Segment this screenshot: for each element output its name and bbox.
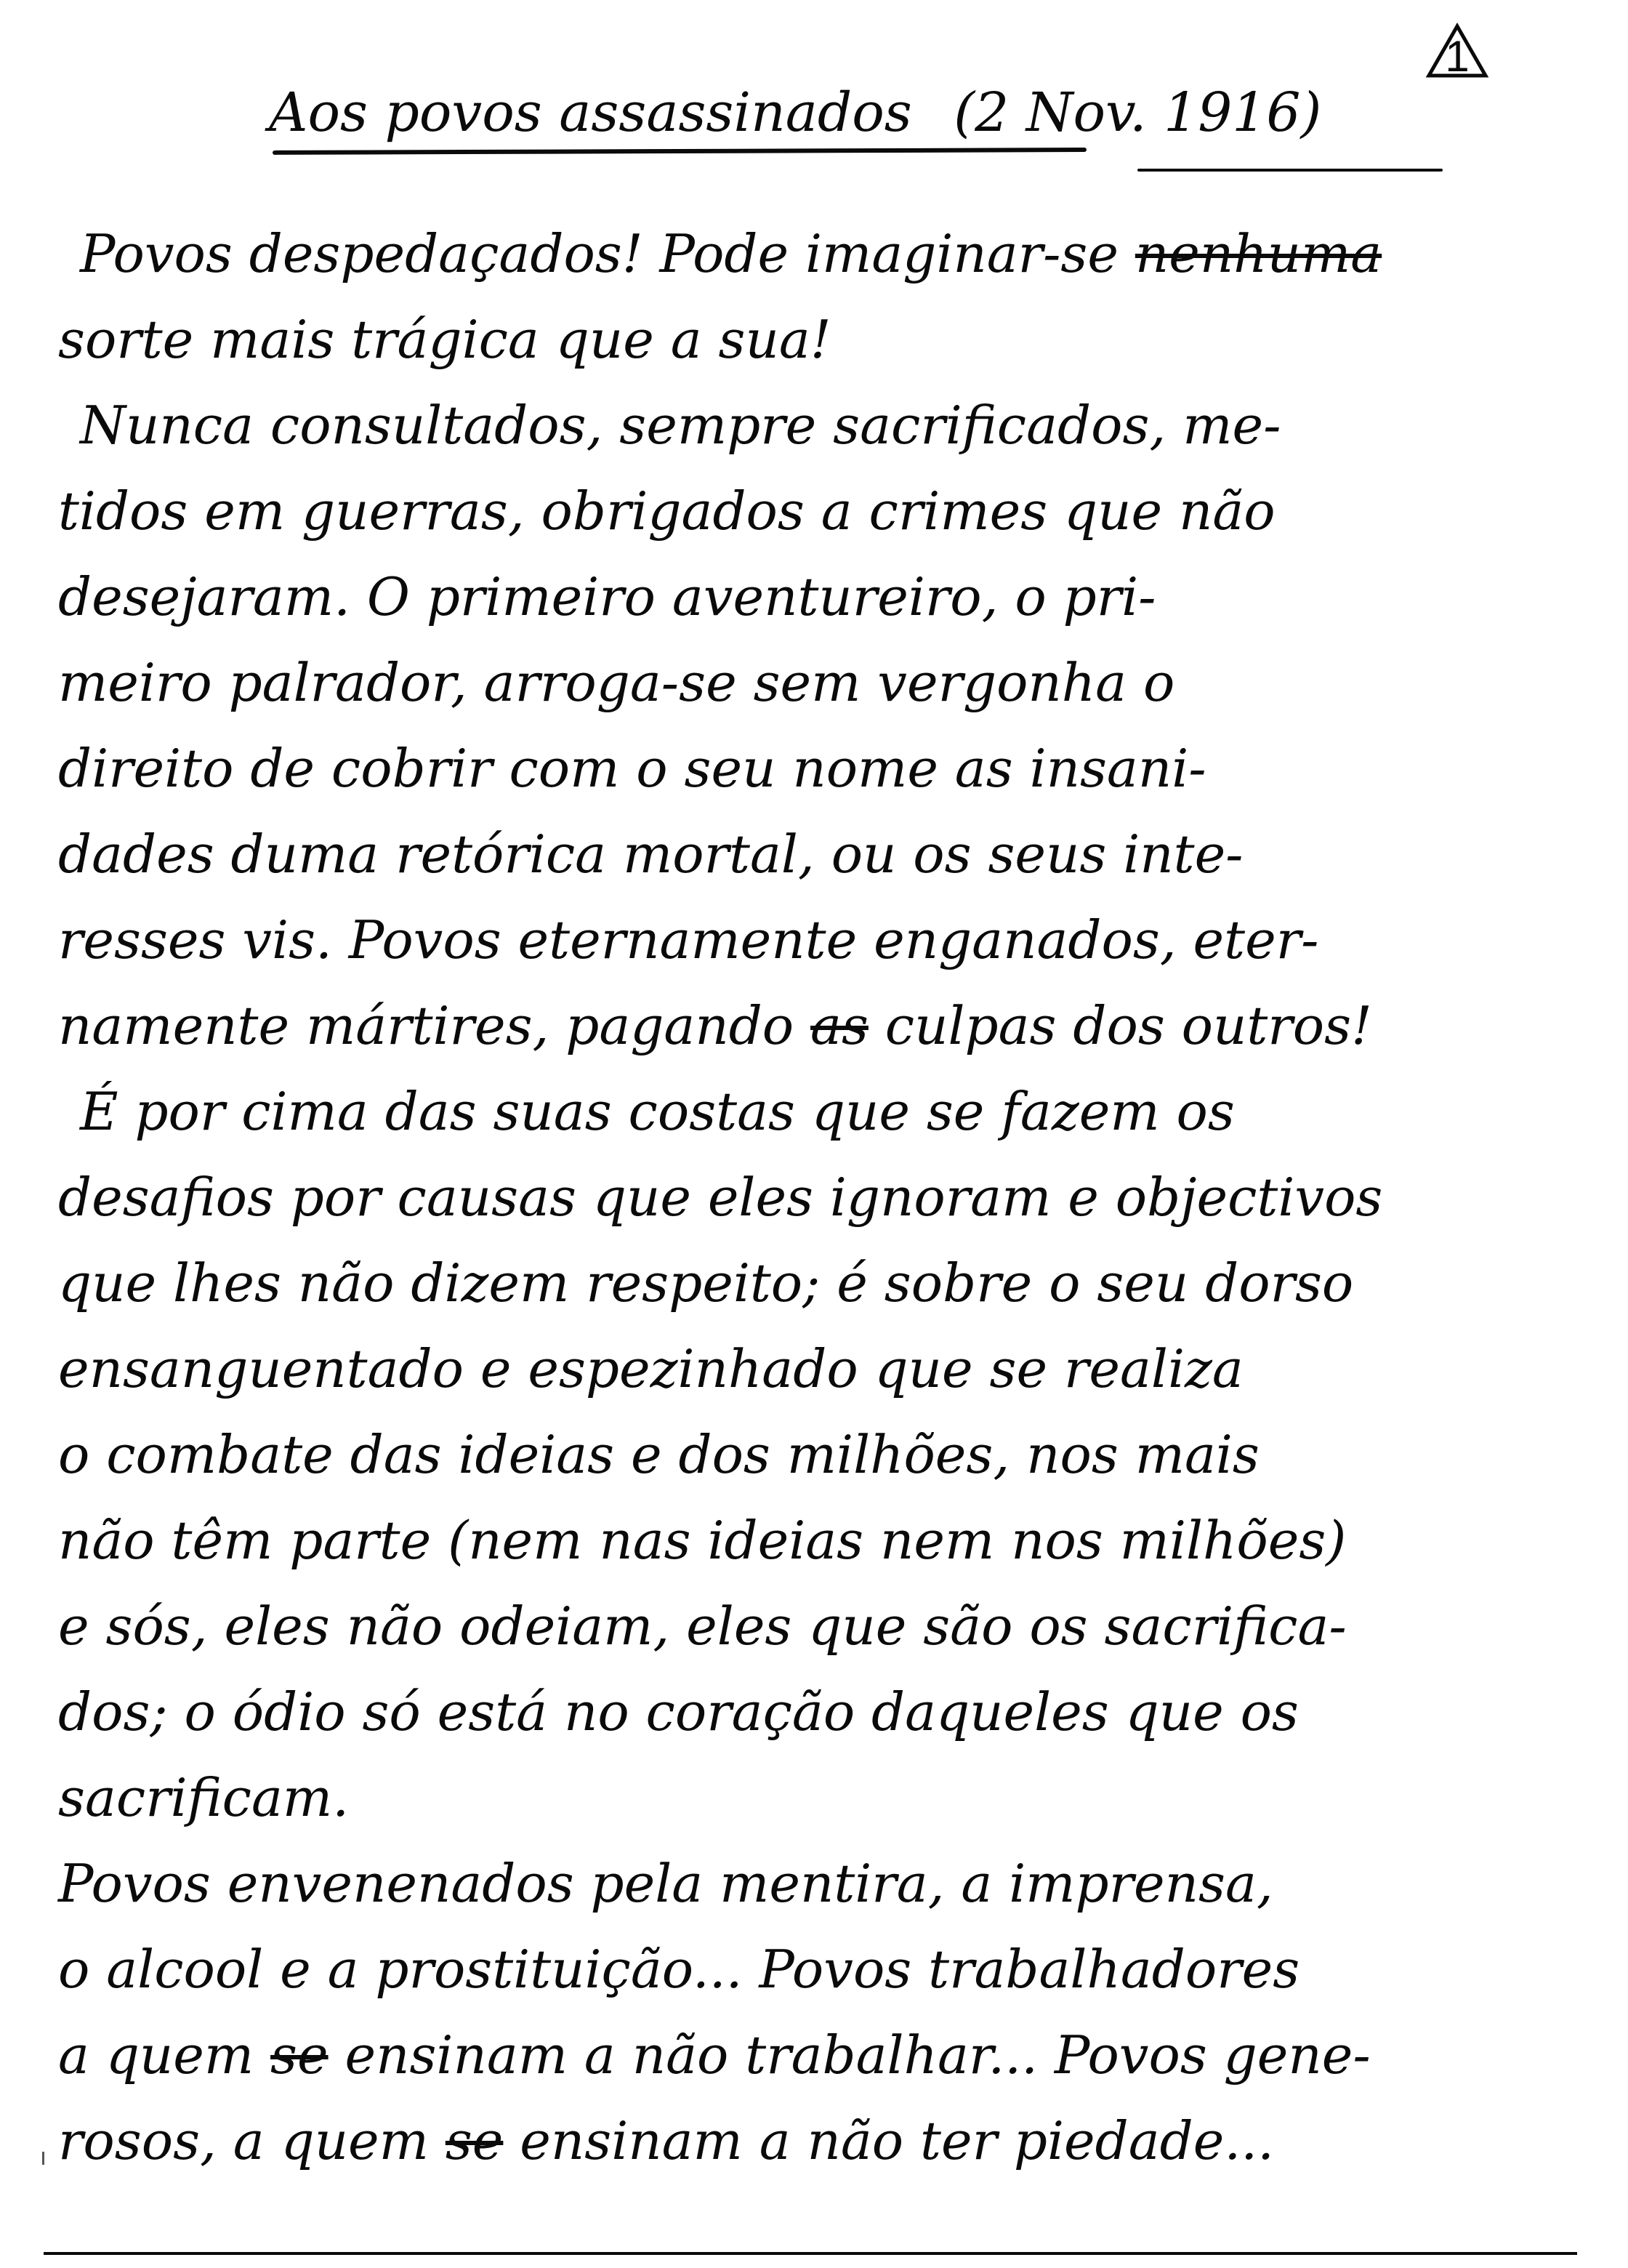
text-line [58,725,1570,811]
title-text: Aos povos assassinados [269,81,912,144]
line-text: e sós, eles não odeiam, eles que são os sacrifica- [58,1596,1347,1657]
line-text-continued: culpas dos outros! [868,995,1372,1056]
text-line [58,1841,1570,1926]
line-text: a quem [58,2024,271,2086]
text-line [58,640,1570,725]
line-text: Nunca consultados, sempre sacrificados, me- [80,395,1281,456]
manuscript-body [58,211,1570,2184]
text-line [58,211,1570,297]
text-line [58,554,1570,640]
text-line [58,1154,1570,1240]
text-line [58,1926,1570,2012]
line-text: o combate das ideias e dos milhões, nos mais [58,1424,1260,1485]
line-text: dades duma retórica mortal, ou os seus inte- [58,824,1244,885]
text-line [58,1497,1570,1583]
text-line [58,1240,1570,1326]
line-text: sacrificam. [58,1767,350,1828]
line-text: o alcool e a prostituição... Povos trabalhadores [58,1939,1300,2000]
text-line [58,2012,1570,2098]
page-number [1424,22,1490,80]
struck-word: nenhuma [1135,223,1382,284]
text-line [58,382,1570,468]
line-text: É por cima das suas costas que se fazem os [80,1081,1235,1142]
line-text: desejaram. O primeiro aventureiro, o pri- [58,566,1156,627]
line-text: não têm parte (nem nas ideias nem nos milhões) [58,1510,1347,1571]
text-line [58,811,1570,897]
line-text: rosos, a quem [58,2110,446,2171]
line-text: namente mártires, pagando [58,995,811,1056]
line-text: sorte mais trágica que a sua! [58,309,831,370]
struck-word: se [270,2024,329,2086]
line-text-continued: ensinam a não ter piedade... [503,2110,1274,2171]
text-line [58,1755,1570,1841]
text-line [58,897,1570,983]
line-text: resses vis. Povos eternamente enganados, eter- [58,909,1319,970]
text-line [58,297,1570,382]
line-text: direito de cobrir com o seu nome as insani- [58,738,1206,799]
line-text: Povos despedaçados! Pode imaginar-se [80,223,1135,284]
text-line [58,2098,1570,2184]
line-text: dos; o ódio só está no coração daqueles que os [58,1681,1299,1742]
text-line [58,983,1570,1069]
margin-mark [42,2152,44,2165]
struck-word: as [810,995,869,1056]
struck-word: se [445,2110,504,2171]
date-underline [1137,169,1443,172]
text-line [58,1583,1570,1669]
text-line [58,468,1570,554]
text-line [58,1412,1570,1497]
page-title [269,73,1461,160]
line-text-continued: ensinam a não trabalhar... Povos gene- [328,2024,1371,2086]
bottom-rule [44,2252,1577,2255]
line-text: tidos em guerras, obrigados a crimes que não [58,480,1276,542]
line-text: ensanguentado e espezinhado que se realiza [58,1338,1244,1399]
line-text: que lhes não dizem respeito; é sobre o seu dorso [58,1252,1354,1314]
line-text: meiro palrador, arroga-se sem vergonha o [58,652,1175,713]
page-number-text: 1 [1445,32,1470,81]
line-text: desafios por causas que eles ignoram e objectivos [58,1167,1383,1228]
line-text: Povos envenenados pela mentira, a imprensa, [58,1853,1273,1914]
text-line [58,1069,1570,1154]
text-line [58,1669,1570,1755]
text-line [58,1326,1570,1412]
title-date: (2 Nov. 1916) [954,81,1322,144]
